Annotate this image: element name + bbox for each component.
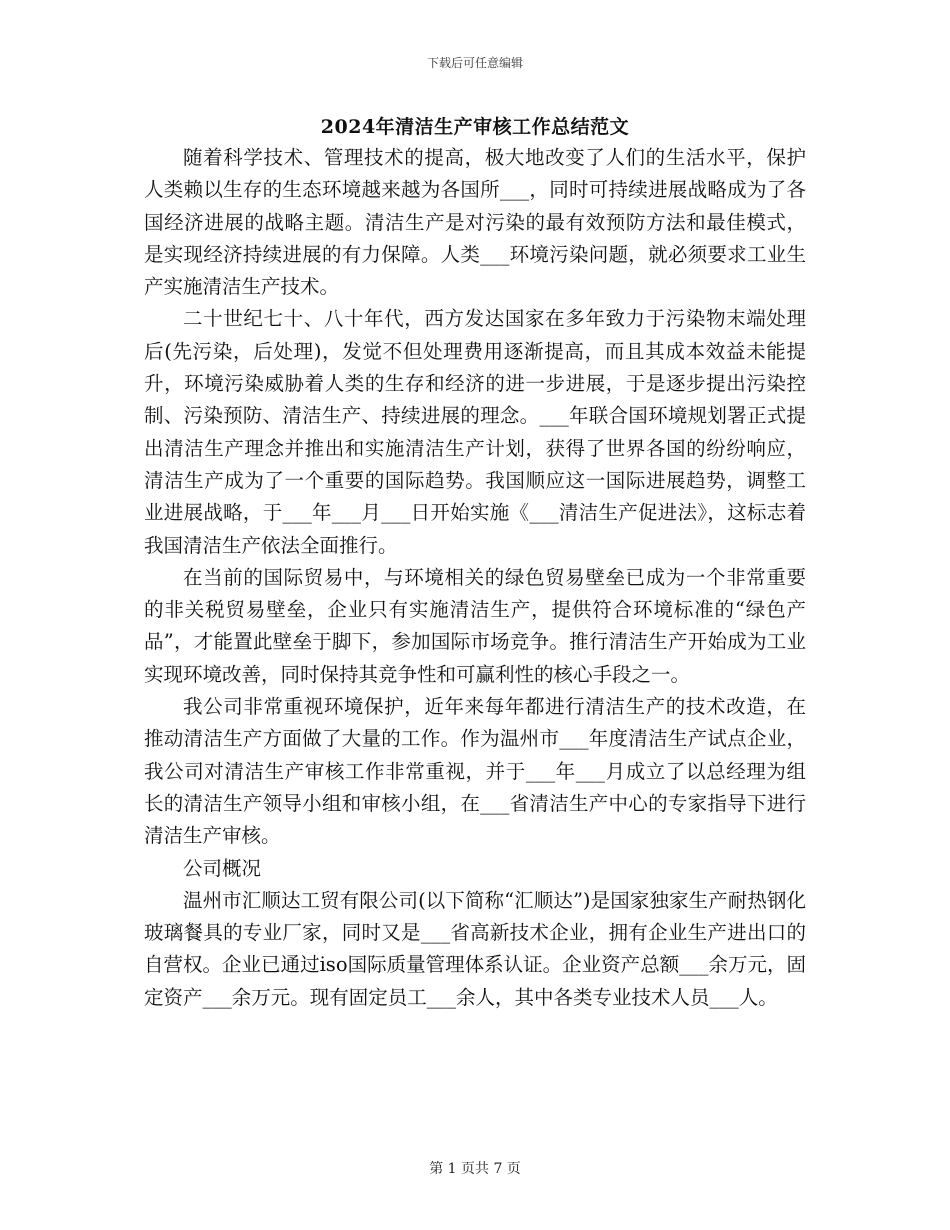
paragraph-history: 二十世纪七十、八十年代，西方发达国家在多年致力于污染物末端处理后(先污染，后处理)，发觉不但处理费用逐渐提高，而且其成本效益未能提升，环境污染威胁着人类的生存和经济的进一步进展，于是逐步提出污染控制、污染预防、清洁生产、持续进展的理念。___年联合国环境规划署正式提出清洁生产理念并推出和实施清洁生产计划，获得了世界各国的纷纷响应，清洁生产成为了一个重要的国际趋势。我国顺应这一国际进展趋势，调整工业进展战略，于___年___月___日开始实施《___清洁生产促进法》，这标志着我国清洁生产依法全面推行。 <box>144 307 806 557</box>
document-title: 2024年清洁生产审核工作总结范文 <box>320 116 630 138</box>
document-body <box>144 142 806 1014</box>
paragraph-intro: 随着科学技术、管理技术的提高，极大地改变了人们的生活水平，保护人类赖以生存的生态环境越来越为各国所___，同时可持续进展战略成为了各国经济进展的战略主题。清洁生产是对污染的最有效预防方法和最佳模式，是实现经济持续进展的有力保障。人类___环境污染问题，就必须要求工业生产实施清洁生产技术。 <box>144 146 806 299</box>
paragraph-company-overview: 温州市汇顺达工贸有限公司(以下简称“汇顺达”)是国家独家生产耐热钢化玻璃餐具的专业厂家，同时又是___省高新技术企业，拥有企业生产进出口的自营权。企业已通过iso国际质量管理体系认证。企业资产总额___余万元，固定资产___余万元。现有固定员工___余人，其中各类专业技术人员___人。 <box>144 888 806 1009</box>
page-footer: 第 1 页共 7 页 <box>429 1161 521 1177</box>
header-note: 下载后可任意编辑 <box>426 56 523 70</box>
section-heading-company-overview: 公司概况 <box>183 856 262 880</box>
paragraph-company-effort: 我公司非常重视环境保护，近年来每年都进行清洁生产的技术改造，在推动清洁生产方面做了大量的工作。作为温州市___年度清洁生产试点企业，我公司对清洁生产审核工作非常重视，并于___年___月成立了以总经理为组长的清洁生产领导小组和审核小组，在___省清洁生产中心的专家指导下进行清洁生产审核。 <box>144 695 806 848</box>
paragraph-trade: 在当前的国际贸易中，与环境相关的绿色贸易壁垒已成为一个非常重要的非关税贸易壁垒，企业只有实施清洁生产，提供符合环境标准的“绿色产品”，才能置此壁垒于脚下，参加国际市场竞争。推行清洁生产开始成为工业实现环境改善，同时保持其竞争性和可赢利性的核心手段之一。 <box>144 565 806 686</box>
